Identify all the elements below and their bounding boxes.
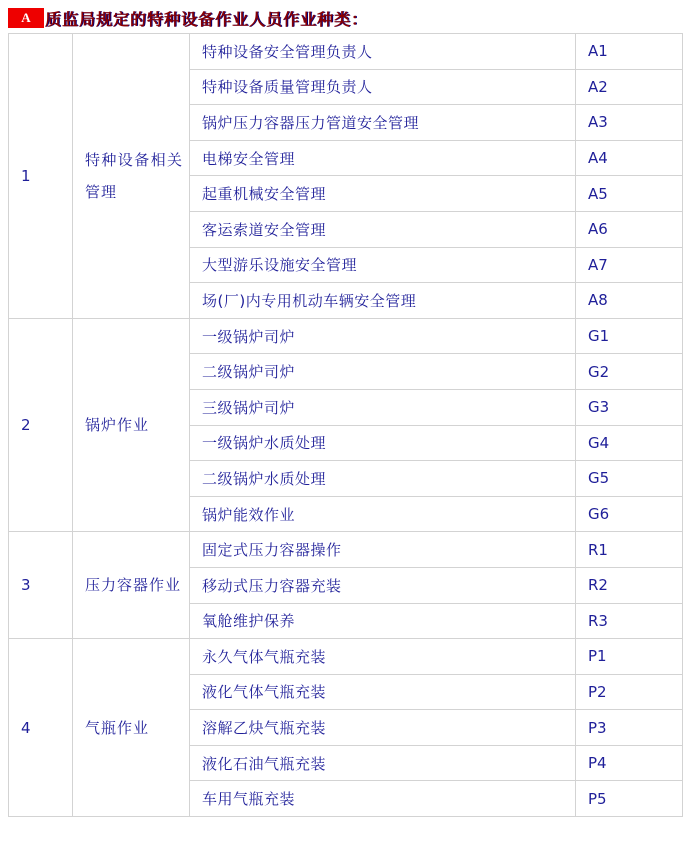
job-code-cell: G6: [576, 496, 683, 532]
job-code-cell: G5: [576, 461, 683, 497]
table-row: [9, 34, 683, 70]
job-name-cell: 液化石油气瓶充装: [190, 745, 576, 781]
table-row: [9, 318, 683, 354]
group-number-cell: 1: [9, 34, 73, 319]
job-name-cell: 移动式压力容器充装: [190, 567, 576, 603]
group-category-cell: 特种设备相关管理: [73, 34, 190, 319]
job-name-cell: 溶解乙炔气瓶充装: [190, 710, 576, 746]
job-name-cell: 车用气瓶充装: [190, 781, 576, 817]
job-name-cell: 客运索道安全管理: [190, 211, 576, 247]
job-name-cell: 氧舱维护保养: [190, 603, 576, 639]
job-name-cell: 锅炉压力容器压力管道安全管理: [190, 105, 576, 141]
table-row: [9, 639, 683, 675]
job-code-cell: A4: [576, 140, 683, 176]
job-name-cell: 二级锅炉司炉: [190, 354, 576, 390]
job-name-cell: 电梯安全管理: [190, 140, 576, 176]
job-code-cell: G3: [576, 389, 683, 425]
group-category-cell: 气瓶作业: [73, 639, 190, 817]
job-name-cell: 特种设备安全管理负责人: [190, 34, 576, 70]
job-name-cell: 二级锅炉水质处理: [190, 461, 576, 497]
job-code-cell: A5: [576, 176, 683, 212]
job-code-cell: A3: [576, 105, 683, 141]
job-code-cell: G1: [576, 318, 683, 354]
job-name-cell: 三级锅炉司炉: [190, 389, 576, 425]
job-code-cell: A1: [576, 34, 683, 70]
job-code-cell: A6: [576, 211, 683, 247]
job-name-cell: 固定式压力容器操作: [190, 532, 576, 568]
job-name-cell: 起重机械安全管理: [190, 176, 576, 212]
job-code-cell: P3: [576, 710, 683, 746]
job-name-cell: 场(厂)内专用机动车辆安全管理: [190, 283, 576, 319]
job-name-cell: 一级锅炉水质处理: [190, 425, 576, 461]
job-name-cell: 锅炉能效作业: [190, 496, 576, 532]
group-category-cell: 压力容器作业: [73, 532, 190, 639]
job-name-cell: 大型游乐设施安全管理: [190, 247, 576, 283]
job-name-cell: 一级锅炉司炉: [190, 318, 576, 354]
job-name-cell: 特种设备质量管理负责人: [190, 69, 576, 105]
page-header: [8, 8, 689, 28]
job-code-cell: G4: [576, 425, 683, 461]
job-code-cell: R2: [576, 567, 683, 603]
job-code-cell: P1: [576, 639, 683, 675]
job-code-cell: A7: [576, 247, 683, 283]
job-code-cell: R3: [576, 603, 683, 639]
job-name-cell: 永久气体气瓶充装: [190, 639, 576, 675]
job-code-cell: P5: [576, 781, 683, 817]
job-code-cell: A2: [576, 69, 683, 105]
page-title: 质监局规定的特种设备作业人员作业种类：: [45, 9, 369, 29]
job-categories-table-body: [9, 34, 683, 817]
job-code-cell: P2: [576, 674, 683, 710]
job-code-cell: P4: [576, 745, 683, 781]
job-name-cell: 液化气体气瓶充装: [190, 674, 576, 710]
job-code-cell: A8: [576, 283, 683, 319]
group-category-cell: 锅炉作业: [73, 318, 190, 532]
job-categories-table: [8, 33, 683, 817]
job-code-cell: G2: [576, 354, 683, 390]
section-badge: A: [8, 8, 44, 28]
table-row: [9, 532, 683, 568]
group-number-cell: 3: [9, 532, 73, 639]
group-number-cell: 2: [9, 318, 73, 532]
group-number-cell: 4: [9, 639, 73, 817]
job-code-cell: R1: [576, 532, 683, 568]
